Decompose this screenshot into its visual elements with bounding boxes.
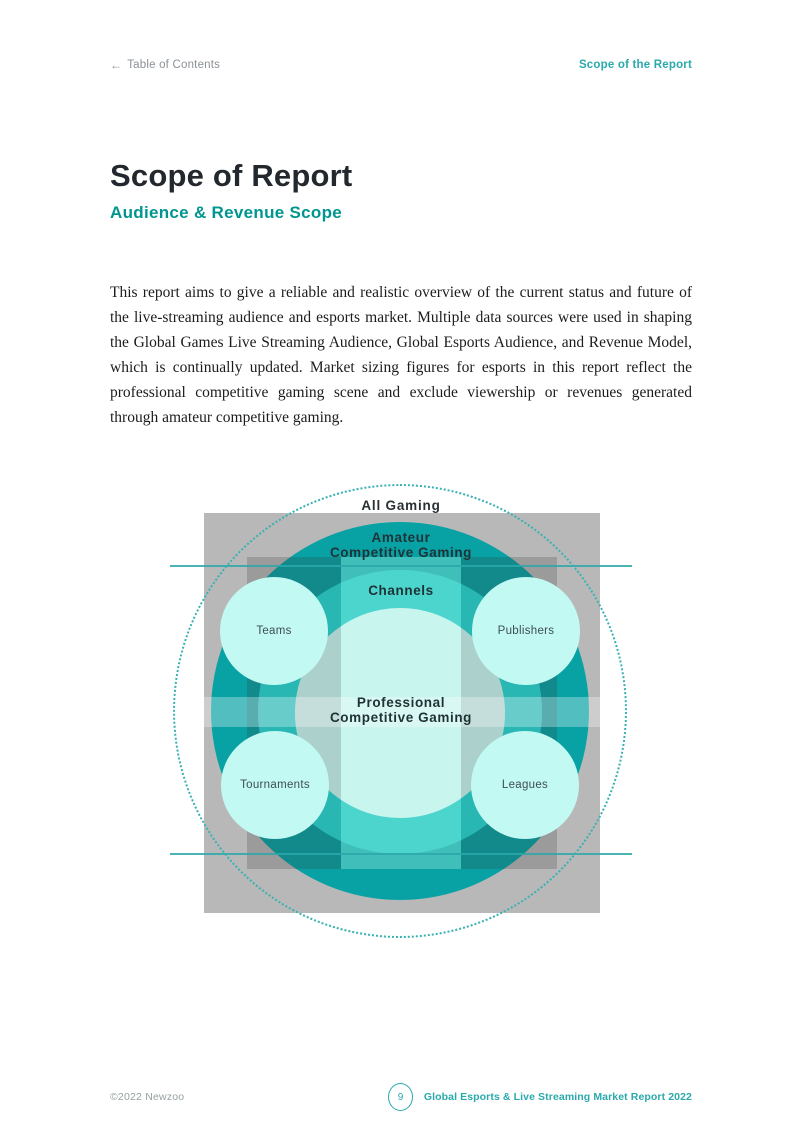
section-link[interactable]: Scope of the Report — [578, 59, 692, 71]
intro-paragraph: This report aims to give a reliable and realistic overview of the current status and future of the live-streaming audience and esports market. Multiple data sources were used in shaping the Global Games Live Streaming Audience, Global Esports Audience, and Revenue Model, which is continually updated. Market sizing figures for esports in this report reflect the professional competitive gaming scene and exclude viewership or revenues generated through amateur competitive gaming. — [110, 283, 692, 426]
amateur-label-line1: Amateur — [371, 530, 431, 545]
scope-diagram — [170, 480, 632, 946]
report-title-footer: Global Esports & Live Streaming Market Report 2022 — [423, 1091, 692, 1103]
page-title: Scope of Report — [110, 158, 353, 193]
amateur-label-line2: Competitive Gaming — [329, 545, 473, 560]
channels-label: Channels — [368, 583, 434, 598]
leagues-label: Leagues — [501, 779, 549, 791]
professional-label-line1: Professional — [356, 695, 446, 710]
page-number-badge — [388, 1083, 413, 1111]
page-number: 9 — [397, 1091, 404, 1103]
publishers-label: Publishers — [497, 625, 555, 637]
back-arrow-icon: ← — [110, 58, 123, 72]
page-header — [110, 58, 692, 72]
professional-label-line2: Competitive Gaming — [329, 710, 473, 725]
all-gaming-dotted-circle — [173, 484, 627, 938]
page-subtitle: Audience & Revenue Scope — [110, 203, 343, 222]
table-of-contents-link[interactable] — [110, 58, 220, 72]
all-gaming-label: All Gaming — [361, 498, 441, 513]
copyright-text: ©2022 Newzoo — [110, 1091, 185, 1103]
tournaments-label: Tournaments — [240, 779, 310, 791]
teams-label: Teams — [256, 625, 292, 637]
table-of-contents-label: Table of Contents — [127, 59, 221, 71]
